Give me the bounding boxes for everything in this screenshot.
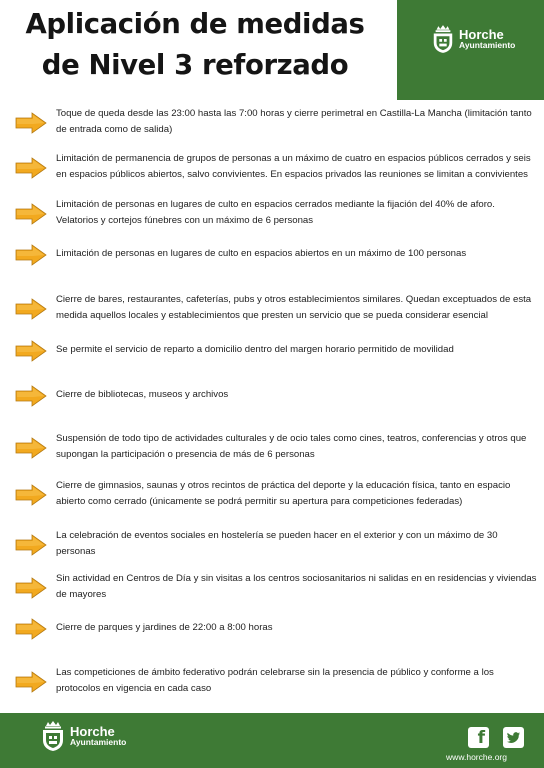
footer-brand-subtitle: Ayuntamiento	[70, 737, 127, 748]
arrow-icon	[15, 244, 47, 266]
measure-text: Se permite el servicio de reparto a domicilio dentro del margen horario permitido de movilidad	[56, 344, 454, 355]
header	[0, 0, 544, 100]
arrow-icon	[15, 340, 47, 362]
measure-text: Suspensión de todo tipo de actividades culturales y de ocio tales como cines, teatros, conferencias y otros que supongan la participación o presencia de más de 6 personas	[56, 433, 527, 460]
arrow-icon	[15, 671, 47, 693]
measure-text: Cierre de bibliotecas, museos y archivos	[56, 389, 229, 400]
title-line-1: Aplicación de medidas	[25, 8, 365, 40]
arrow-icon	[15, 157, 47, 179]
arrow-icon	[15, 203, 47, 225]
arrow-icon	[15, 484, 47, 506]
measure-text: Limitación de permanencia de grupos de personas a un máximo de cuatro en espacios públicos cerrados y seis en espacios públicos abiertos, salvo convivientes. En espacios privados las reuniones se limitan a convivientes	[56, 153, 531, 180]
measure-text: Cierre de parques y jardines de 22:00 a 8:00 horas	[56, 622, 273, 633]
page-title	[0, 4, 390, 86]
footer-brand-name: Horche	[70, 723, 115, 739]
crest-icon	[431, 24, 455, 54]
measure-text: Sin actividad en Centros de Día y sin visitas a los centros sociosanitarios ni salidas en en residencias y viviendas de mayores	[56, 573, 537, 600]
social-links	[468, 727, 524, 748]
measure-text: Limitación de personas en lugares de culto en espacios abiertos en un máximo de 100 personas	[56, 248, 467, 259]
arrow-icon	[15, 618, 47, 640]
facebook-icon[interactable]: f	[468, 727, 489, 748]
brand-subtitle: Ayuntamiento	[459, 40, 516, 51]
measure-text: Cierre de gimnasios, saunas y otros recintos de práctica del deporte y la educación física, tanto en espacio abierto como cerrado (únicamente se podrá permitir su apertura para competiciones federadas)	[56, 480, 511, 507]
measure-text: Las competiciones de ámbito federativo podrán celebrarse sin la presencia de público y conforme a los protocolos en vigencia en cada caso	[56, 667, 494, 694]
footer-logo	[40, 719, 126, 753]
arrow-icon	[15, 385, 47, 407]
arrow-icon	[15, 534, 47, 556]
website-link[interactable]: www.horche.org	[446, 752, 507, 762]
twitter-icon[interactable]	[503, 727, 524, 748]
measure-text: Cierre de bares, restaurantes, cafeterías, pubs y otros establecimientos similares. Quedan exceptuados de esta medida aquellos locales y establecimientos que presten un servicio que se pueda considerar esencial	[56, 294, 532, 321]
measure-text: Toque de queda desde las 23:00 hasta las 7:00 horas y cierre perimetral en Castilla-La Mancha (limitación tanto de entrada como de salida)	[56, 108, 532, 135]
arrow-icon	[15, 298, 47, 320]
arrow-icon	[15, 577, 47, 599]
arrow-icon	[15, 112, 47, 134]
measure-text: Limitación de personas en lugares de culto en espacios cerrados mediante la fijación del 40% de aforo. Velatorios y cortejos fúnebres con un máximo de 6 personas	[56, 199, 495, 226]
arrow-icon	[15, 437, 47, 459]
measure-text: La celebración de eventos sociales en hostelería se pueden hacer en el exterior y con un máximo de 30 personas	[56, 530, 498, 557]
crest-icon	[40, 719, 66, 753]
title-line-2: de Nivel 3 reforzado	[41, 49, 349, 81]
brand-logo	[431, 24, 515, 54]
brand-name: Horche	[459, 26, 504, 42]
footer	[0, 713, 544, 768]
